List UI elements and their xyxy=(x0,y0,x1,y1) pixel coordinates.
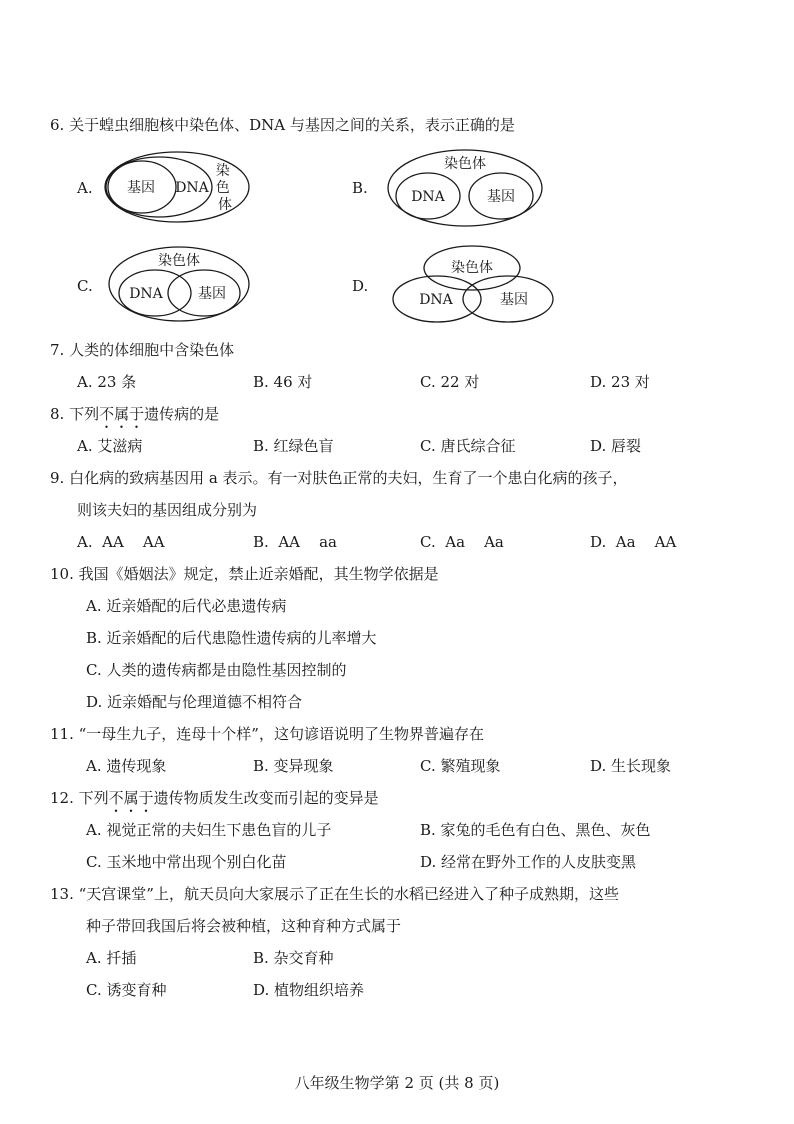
q6-option-c-label: C. xyxy=(77,277,93,295)
q12-stem-suffix: 遗传物质发生改变而引起的变异是 xyxy=(153,789,379,807)
q12-option-c: C. 玉米地中常出现个别白化苗 xyxy=(86,853,287,871)
d-top-label: 染色体 xyxy=(451,260,493,276)
q9-option-a: A. AA AA xyxy=(77,533,165,551)
q10-stem: 10. 我国《婚姻法》规定，禁止近亲婚配，其生物学依据是 xyxy=(50,565,439,583)
b-outer-label: 染色体 xyxy=(444,156,486,172)
q6-option-b-label: B. xyxy=(352,179,368,197)
page-footer: 八年级生物学第 2 页 (共 8 页) xyxy=(294,1074,500,1092)
q13-option-b: B. 杂交育种 xyxy=(253,949,334,967)
q13-option-d: D. 植物组织培养 xyxy=(253,981,365,999)
q8-option-d: D. 唇裂 xyxy=(590,437,642,455)
q11-option-d: D. 生长现象 xyxy=(590,757,672,775)
q13-option-a: A. 扦插 xyxy=(86,949,137,967)
q13-stem-line1: 13. “天宫课堂”上，航天员向大家展示了正在生长的水稻已经进入了种子成熟期，这些 xyxy=(50,885,619,903)
q10-option-b: B. 近亲婚配的后代患隐性遗传病的儿率增大 xyxy=(86,629,377,647)
q7-option-a: A. 23 条 xyxy=(77,373,137,391)
q8-stem xyxy=(50,404,219,432)
a-outer-char-3: 体 xyxy=(218,197,232,213)
a-middle-label: DNA xyxy=(175,180,209,196)
c-left-label: DNA xyxy=(129,286,163,302)
q8-option-c: C. 唐氏综合征 xyxy=(420,437,516,455)
venn-diagram-d xyxy=(392,244,556,326)
d-right-label: 基因 xyxy=(500,292,528,308)
q12-stem-emphasis: 不属于 xyxy=(108,789,154,807)
venn-diagram-c xyxy=(108,245,252,323)
venn-diagram-b xyxy=(386,148,546,230)
q8-stem-prefix: 8. 下列 xyxy=(50,405,100,423)
q8-stem-emphasis: 不属于 xyxy=(99,405,145,423)
q12-stem-prefix: 12. 下列 xyxy=(50,789,109,807)
q11-option-c: C. 繁殖现象 xyxy=(420,757,501,775)
q8-stem-suffix: 遗传病的是 xyxy=(144,405,220,423)
a-outer-char-2: 色 xyxy=(215,180,230,196)
q9-option-d: D. Aa AA xyxy=(590,533,677,551)
q6-option-d-label: D. xyxy=(352,277,369,295)
a-outer-label xyxy=(216,162,234,213)
q12-option-b: B. 家兔的毛色有白色、黑色、灰色 xyxy=(420,821,651,839)
q10-option-c: C. 人类的遗传病都是由隐性基因控制的 xyxy=(86,661,347,679)
q13-option-c: C. 诱变育种 xyxy=(86,981,167,999)
q8-option-b: B. 红绿色盲 xyxy=(253,437,334,455)
q7-option-d: D. 23 对 xyxy=(590,373,650,391)
q12-option-a: A. 视觉正常的夫妇生下患色盲的儿子 xyxy=(86,821,332,839)
d-left-label: DNA xyxy=(419,292,453,308)
q9-stem-line1: 9. 白化病的致病基因用 a 表示。有一对肤色正常的夫妇，生育了一个患白化病的孩子， xyxy=(50,469,628,487)
q7-option-b: B. 46 对 xyxy=(253,373,313,391)
q9-option-b: B. AA aa xyxy=(253,533,337,551)
q11-option-a: A. 遗传现象 xyxy=(86,757,167,775)
a-outer-char-1: 染 xyxy=(215,163,230,179)
q6-stem: 6. 关于蝗虫细胞核中染色体、DNA 与基因之间的关系，表示正确的是 xyxy=(50,116,515,134)
q9-option-c: C. Aa Aa xyxy=(420,533,504,551)
venn-diagram-a xyxy=(104,150,254,225)
q9-stem-line2: 则该夫妇的基因组成分别为 xyxy=(77,501,258,519)
q10-option-a: A. 近亲婚配的后代必患遗传病 xyxy=(86,597,287,615)
q11-option-b: B. 变异现象 xyxy=(253,757,334,775)
q10-option-d: D. 近亲婚配与伦理道德不相符合 xyxy=(86,693,303,711)
q7-option-c: C. 22 对 xyxy=(420,373,480,391)
c-right-label: 基因 xyxy=(198,286,226,302)
q12-stem xyxy=(50,788,379,816)
q12-option-d: D. 经常在野外工作的人皮肤变黑 xyxy=(420,853,637,871)
b-left-label: DNA xyxy=(411,189,445,205)
q11-stem: 11. “一母生九子，连母十个样”，这句谚语说明了生物界普遍存在 xyxy=(50,725,484,743)
q7-stem: 7. 人类的体细胞中含染色体 xyxy=(50,341,235,359)
a-inner-label: 基因 xyxy=(127,180,155,196)
q8-option-a: A. 艾滋病 xyxy=(77,437,143,455)
c-outer-label: 染色体 xyxy=(158,253,200,269)
b-right-label: 基因 xyxy=(487,189,515,205)
q6-option-a-label: A. xyxy=(77,179,93,197)
q13-stem-line2: 种子带回我国后将会被种植，这种育种方式属于 xyxy=(86,917,402,935)
